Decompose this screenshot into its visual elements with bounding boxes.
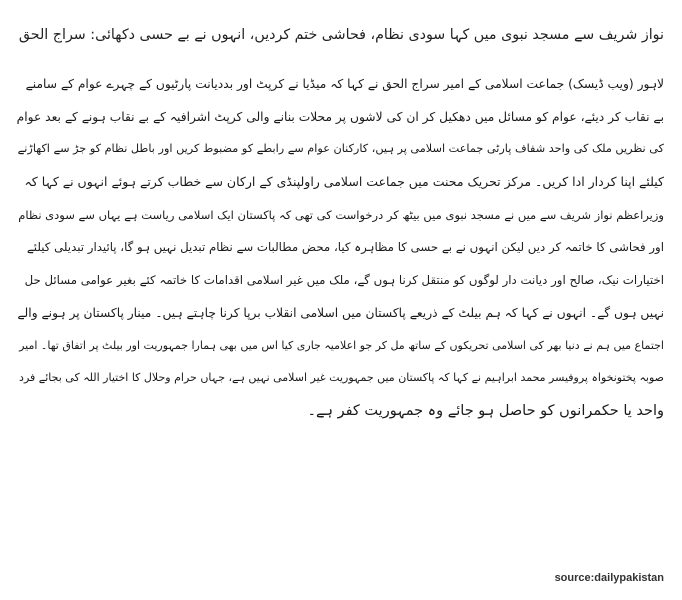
- article-line: کی نظریں ملک کی واحد شفاف پارٹی جماعت اسلامی پر ہیں، کارکنان عوام سے رابطے کو مضبوط کریں اور باطل نظام کو جڑ سے اکھاڑنے: [17, 142, 664, 156]
- source-credit: source:dailypakistan: [554, 572, 664, 584]
- article-line: واحد یا حکمرانوں کو حاصل ہو جائے وہ جمہوریت کفر ہے۔: [307, 402, 664, 419]
- article-line: لاہور (ویب ڈیسک) جماعت اسلامی کے امیر سراج الحق نے کہا کہ میڈیا نے کرپٹ اور بددیانت پارٹیوں کے چہرے عوام کے سامنے: [25, 77, 664, 91]
- article-line: وزیراعظم نواز شریف سے میں نے مسجد نبوی میں بیٹھ کر درخواست کی تھی کہ پاکستان ایک اسلامی ریاست ہے یہاں سے سودی نظام: [18, 207, 664, 222]
- news-article: [14, 20, 664, 428]
- article-line: اختیارات نیک، صالح اور دیانت دار لوگوں کو منتقل کرنا ہوں گے، ملک میں غیر اسلامی اقدامات کا خاتمہ کئے بغیر عوامی مسائل حل: [24, 273, 664, 288]
- article-line: بے نقاب کر دیئے، عوام کو مسائل میں دھکیل کر ان کی لاشوں پر محلات بنانے والی کرپٹ اشرافیہ کے بے نقاب ہونے کے بعد عوام: [16, 109, 664, 124]
- article-line: نہیں ہوں گے۔ انہوں نے کہا کہ ہم بیلٹ کے ذریعے پاکستان میں اسلامی انقلاب برپا کرنا چاہتے ہیں۔ مینار پاکستان پر ہونے والے: [17, 305, 664, 320]
- article-line: اجتماع میں ہم نے دنیا بھر کی اسلامی تحریکوں کے ساتھ مل کر جو اعلامیہ جاری کیا اس میں بھی ہمارا جمہوریت اور بیلٹ پر اتفاق تھا۔ امیر: [19, 338, 664, 352]
- article-line: کیلئے اپنا کردار ادا کریں۔ مرکز تحریک محنت میں جماعت اسلامی راولپنڈی کے ارکان سے خطاب کرتے ہوئے انہوں نے کہا کہ: [24, 174, 664, 190]
- article-line: صوبہ پختونخواہ پروفیسر محمد ابراہیم نے کہا کہ پاکستان میں جمہوریت غیر اسلامی نہیں ہے، جہاں حرام وحلال کا اختیار اللہ کی بجائے فرد: [19, 371, 664, 385]
- article-body: [14, 68, 664, 428]
- article-line: اور فحاشی کا خاتمہ کر دیں لیکن انہوں نے بے حسی کا مظاہرہ کیا، محض مطالبات سے نظام تبدیل نہیں ہو گا، پائیدار تبدیلی کیلئے: [26, 240, 664, 255]
- article-headline: نواز شریف سے مسجد نبوی میں کہا سودی نظام، فحاشی ختم کردیں، انہوں نے بے حسی دکھائی: سراج الحق: [18, 27, 664, 43]
